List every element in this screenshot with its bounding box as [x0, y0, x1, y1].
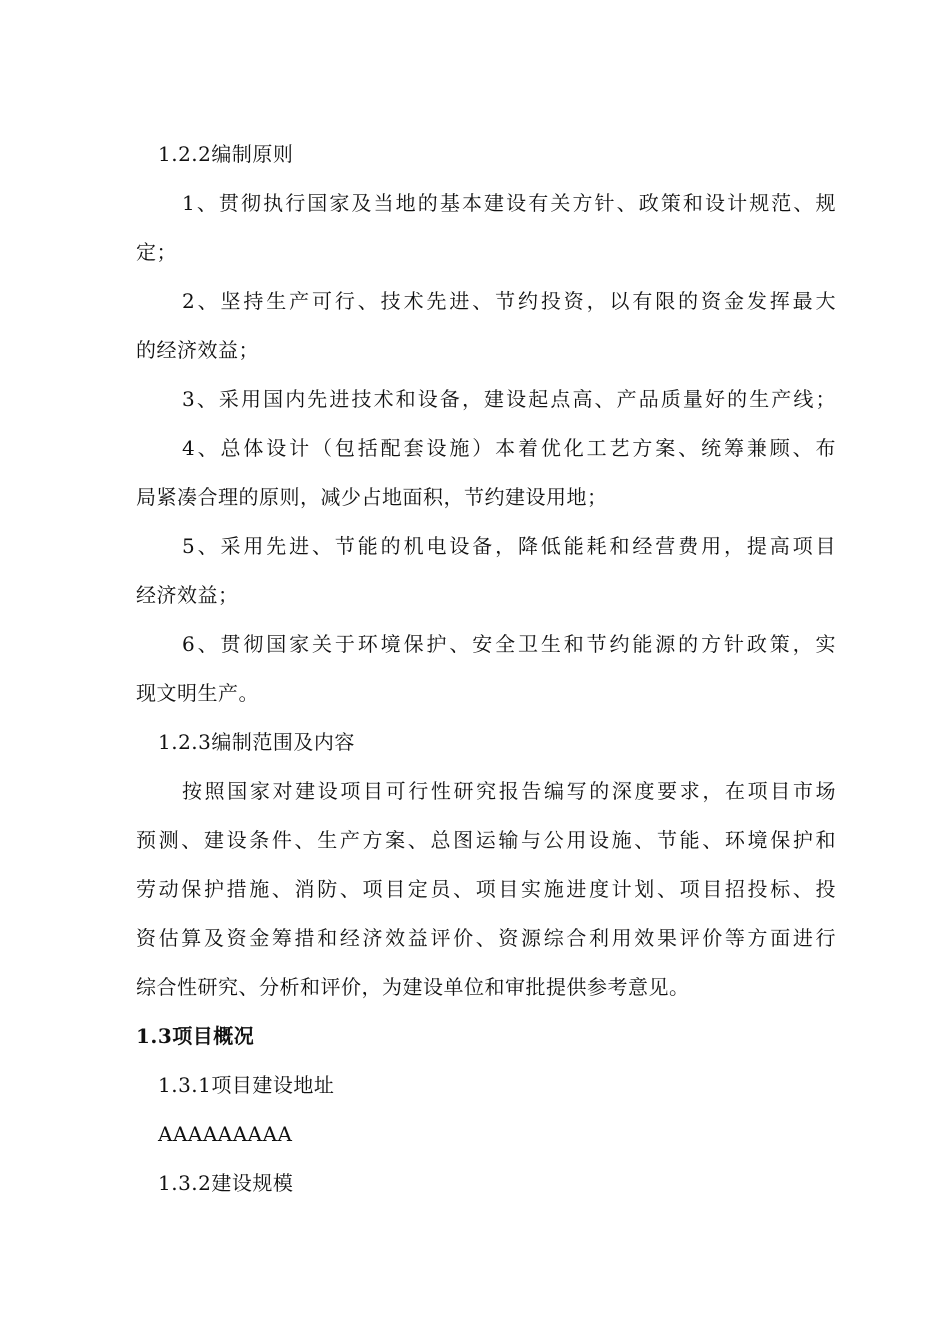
- section-heading-1-3: 1.3项目概况: [136, 1024, 255, 1048]
- principle-5-line-2: 经济效益；: [136, 583, 239, 607]
- principle-4-line-2: 局紧凑合理的原则，减少占地面积，节约建设用地；: [136, 485, 608, 509]
- scope-paragraph-line-5: 综合性研究、分析和评价，为建设单位和审批提供参考意见。: [136, 975, 690, 999]
- project-address-value: AAAAAAAAA: [158, 1122, 293, 1146]
- section-heading-1-3-2: 1.3.2建设规模: [158, 1171, 294, 1195]
- principle-2-line-2: 的经济效益；: [136, 338, 259, 362]
- principle-5-line-1: 5、采用先进、节能的机电设备，降低能耗和经营费用，提高项目: [182, 534, 836, 558]
- section-heading-1-3-1: 1.3.1项目建设地址: [158, 1073, 335, 1097]
- principle-1-line-1: 1、贯彻执行国家及当地的基本建设有关方针、政策和设计规范、规: [182, 191, 836, 215]
- principle-1-line-2: 定；: [136, 240, 177, 264]
- section-heading-1-2-3: 1.2.3编制范围及内容: [158, 730, 355, 754]
- principle-3-line-1: 3、采用国内先进技术和设备，建设起点高、产品质量好的生产线；: [182, 387, 836, 411]
- scope-paragraph-line-2: 预测、建设条件、生产方案、总图运输与公用设施、节能、环境保护和: [136, 828, 836, 852]
- section-heading-1-2-2: 1.2.2编制原则: [158, 142, 294, 166]
- scope-paragraph-line-3: 劳动保护措施、消防、项目定员、项目实施进度计划、项目招投标、投: [136, 877, 836, 901]
- principle-4-line-1: 4、总体设计（包括配套设施）本着优化工艺方案、统筹兼顾、布: [182, 436, 836, 460]
- principle-6-line-2: 现文明生产。: [136, 681, 259, 705]
- principle-2-line-1: 2、坚持生产可行、技术先进、节约投资，以有限的资金发挥最大: [182, 289, 836, 313]
- principle-6-line-1: 6、贯彻国家关于环境保护、安全卫生和节约能源的方针政策，实: [182, 632, 836, 656]
- scope-paragraph-line-4: 资估算及资金筹措和经济效益评价、资源综合利用效果评价等方面进行: [136, 926, 836, 950]
- document-body: [136, 130, 836, 1208]
- scope-paragraph-line-1: 按照国家对建设项目可行性研究报告编写的深度要求，在项目市场: [182, 779, 836, 803]
